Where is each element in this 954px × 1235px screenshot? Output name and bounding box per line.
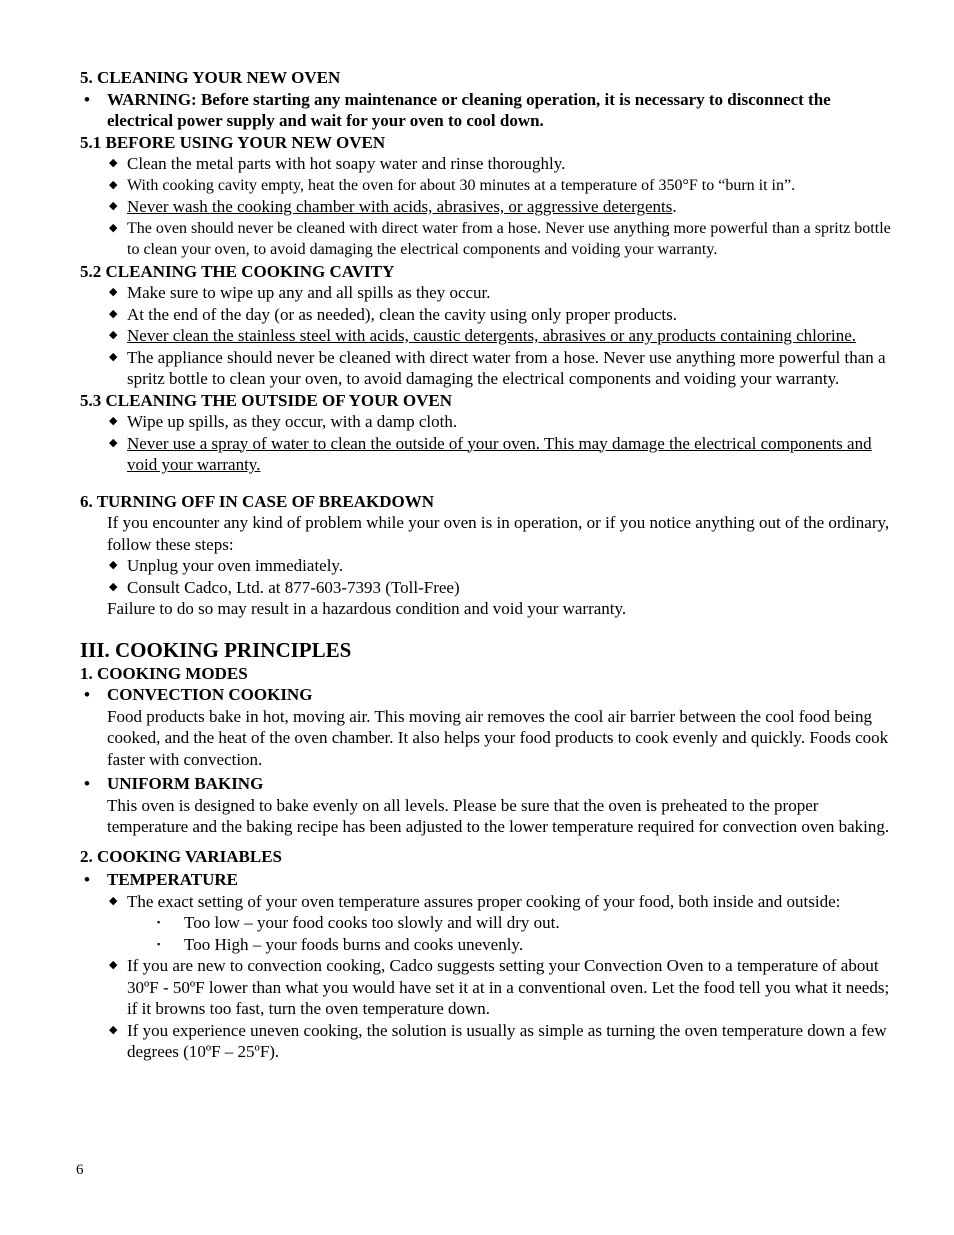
list-item-text: Make sure to wipe up any and all spills as they occur. [127, 283, 491, 302]
list-item [80, 282, 900, 304]
section-6-intro: If you encounter any kind of problem while your oven is in operation, or if you notice anything out of the ordinary, follow these steps: [107, 513, 890, 554]
warning-text: WARNING: Before starting any maintenance or cleaning operation, it is necessary to disconnect the electrical power supply and wait for your oven to cool down. [107, 89, 831, 130]
diamond-bullet-icon [109, 347, 117, 369]
warning-item [80, 89, 900, 132]
diamond-bullet-icon [109, 1020, 117, 1042]
list-item [80, 325, 900, 347]
section-5-heading: 5. CLEANING YOUR NEW OVEN [80, 68, 341, 87]
diamond-bullet-icon [109, 153, 117, 175]
list-item [80, 891, 900, 913]
list-item-text: If you are new to convection cooking, Cadco suggests setting your Convection Oven to a temperature of about 30ºF - 50ºF lower than what you would have set it at in a conventional oven. Let the food tell you what it needs; if it browns too fast, turn the oven temperature down. [127, 956, 890, 1018]
list-item-text: Wipe up spills, as they occur, with a damp cloth. [127, 412, 458, 431]
cooking-variables-heading: 2. COOKING VARIABLES [80, 846, 283, 866]
bullet-dot [80, 684, 94, 706]
list-item [80, 411, 900, 433]
section-6-outro: Failure to do so may result in a hazardous condition and void your warranty. [107, 599, 627, 618]
list-item-text: The oven should never be cleaned with direct water from a hose. Never use anything more powerful than a spritz bottle to clean your oven, to avoid damaging the electrical components and voiding your warranty. [127, 219, 891, 258]
diamond-bullet-icon [109, 411, 117, 433]
sub-list-item-text: Too High – your foods burns and cooks unevenly. [184, 934, 524, 954]
sub-list-item-text: Too low – your food cooks too slowly and will dry out. [184, 913, 560, 932]
temperature-heading: TEMPERATURE [107, 870, 238, 889]
document-page [80, 67, 900, 1063]
list-item-text: Unplug your oven immediately. [127, 556, 344, 575]
square-bullet-icon [157, 912, 160, 934]
section-6-heading: 6. TURNING OFF IN CASE OF BREAKDOWN [80, 491, 435, 511]
bullet-dot [80, 773, 94, 795]
chapter-heading: III. COOKING PRINCIPLES [80, 637, 352, 662]
list-item-text: Never clean the stainless steel with acids, caustic detergents, abrasives or any products containing chlorine. [127, 326, 857, 345]
section-5-1-heading: 5.1 BEFORE USING YOUR NEW OVEN [80, 132, 386, 152]
list-item-text: The appliance should never be cleaned with direct water from a hose. Never use anything more powerful than a spritz bottle to clean your oven, to avoid damaging the electrical components and voiding your warranty. [127, 347, 886, 388]
diamond-bullet-icon [109, 218, 117, 240]
diamond-bullet-icon [109, 196, 117, 218]
diamond-bullet-icon [109, 891, 117, 913]
sub-list-item [80, 912, 900, 934]
square-bullet-icon [157, 934, 160, 956]
sub-list-item [80, 934, 900, 956]
list-item-text: If you experience uneven cooking, the solution is usually as simple as turning the oven temperature down a few degrees (10ºF – 25ºF). [127, 1020, 887, 1061]
diamond-bullet-icon [109, 325, 117, 347]
page-number: 6 [76, 1162, 84, 1178]
uniform-heading: UNIFORM BAKING [107, 774, 264, 793]
list-item [80, 175, 900, 197]
list-item [80, 347, 900, 390]
list-item-text: At the end of the day (or as needed), clean the cavity using only proper products. [127, 304, 677, 324]
bullet-dot [80, 89, 94, 111]
section-5-2-heading: 5.2 CLEANING THE COOKING CAVITY [80, 261, 395, 281]
diamond-bullet-icon [109, 555, 117, 577]
list-item [80, 955, 900, 1020]
list-item-text: With cooking cavity empty, heat the oven for about 30 minutes at a temperature of 350°F to “burn it in”. [127, 176, 796, 194]
temperature-heading-item [80, 869, 900, 891]
list-item-text: Never wash the cooking chamber with acids, abrasives, or aggressive detergents [127, 197, 673, 216]
list-item [80, 153, 900, 175]
diamond-bullet-icon [109, 175, 117, 197]
list-item [80, 1020, 900, 1063]
diamond-bullet-icon [109, 955, 117, 977]
section-5-3-heading: 5.3 CLEANING THE OUTSIDE OF YOUR OVEN [80, 390, 453, 410]
convection-text: Food products bake in hot, moving air. This moving air removes the cool air barrier between the cool food being cooked, and the heat of the oven chamber. It also helps your food products to cook evenly and quickly. Foods cook faster with convection. [107, 706, 889, 769]
diamond-bullet-icon [109, 304, 117, 326]
convection-heading: CONVECTION COOKING [107, 685, 313, 704]
list-item-text: The exact setting of your oven temperature assures proper cooking of your food, both inside and outside: [127, 891, 841, 911]
list-item-text: Clean the metal parts with hot soapy water and rinse thoroughly. [127, 154, 566, 173]
diamond-bullet-icon [109, 577, 117, 599]
diamond-bullet-icon [109, 433, 117, 455]
diamond-bullet-icon [109, 282, 117, 304]
list-item [80, 577, 900, 599]
list-item [80, 218, 900, 261]
bullet-dot [80, 869, 94, 891]
list-item-text: Never use a spray of water to clean the outside of your oven. This may damage the electrical components and void your warranty. [127, 433, 872, 474]
cooking-modes-heading: 1. COOKING MODES [80, 663, 248, 683]
list-item: ◆ Never wash the cooking chamber with acids, abrasives, or aggressive detergents. [80, 196, 900, 218]
list-item-text: Consult Cadco, Ltd. at 877-603-7393 (Toll-Free) [127, 577, 460, 597]
list-item [80, 433, 900, 476]
list-item [80, 555, 900, 577]
convection-heading-item [80, 684, 900, 706]
uniform-heading-item [80, 773, 900, 795]
list-item [80, 304, 900, 326]
uniform-text: This oven is designed to bake evenly on all levels. Please be sure that the oven is preheated to the proper temperature and the baking recipe has been adjusted to the lower temperature required for convection oven baking. [107, 795, 890, 836]
